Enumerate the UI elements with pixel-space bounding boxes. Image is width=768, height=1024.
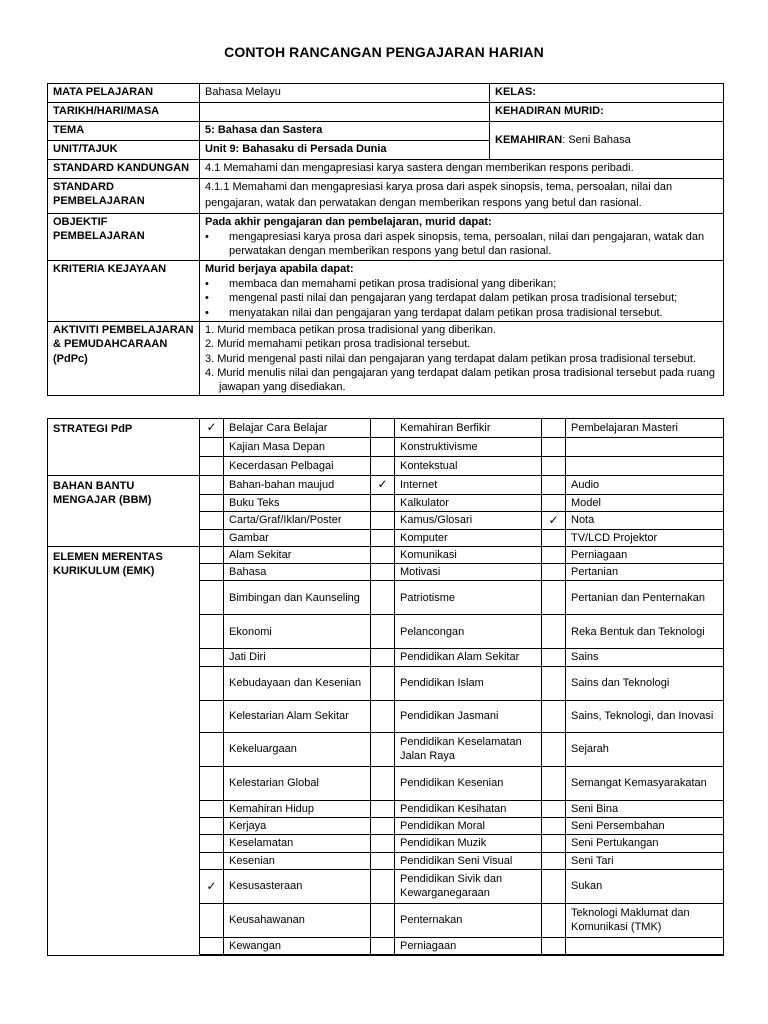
bbm-option: Model xyxy=(566,495,724,512)
check-box-cell[interactable] xyxy=(200,438,224,457)
check-box-cell[interactable] xyxy=(200,546,224,563)
check-box-cell[interactable] xyxy=(371,818,395,835)
checklist-table xyxy=(47,418,724,956)
emk-option: Pendidikan Keselamatan Jalan Raya xyxy=(395,732,542,766)
emk-option: Sains xyxy=(566,649,724,666)
check-box-cell[interactable] xyxy=(542,937,566,955)
emk-option: Kekeluargaan xyxy=(224,732,371,766)
check-box-cell[interactable] xyxy=(542,438,566,457)
lesson-plan-header-table xyxy=(47,83,724,396)
emk-option: Pendidikan Seni Visual xyxy=(395,852,542,869)
check-mark-icon[interactable]: ✓ xyxy=(200,419,224,438)
emk-option: Keselamatan xyxy=(224,835,371,852)
check-box-cell[interactable] xyxy=(200,666,224,700)
check-box-cell[interactable] xyxy=(200,495,224,512)
check-box-cell[interactable] xyxy=(371,529,395,546)
emk-option: Kelestarian Global xyxy=(224,766,371,800)
check-box-cell[interactable] xyxy=(542,700,566,732)
mata-pelajaran-label: MATA PELAJARAN xyxy=(48,84,200,103)
emk-option: Pertanian xyxy=(566,564,724,581)
check-box-cell[interactable] xyxy=(200,852,224,869)
check-box-cell[interactable] xyxy=(542,903,566,937)
row-tema xyxy=(48,122,724,141)
row-aktiviti xyxy=(48,321,724,395)
emk-option xyxy=(566,937,724,955)
check-box-cell[interactable] xyxy=(542,869,566,903)
strategi-option: Konstruktivisme xyxy=(395,438,542,457)
check-box-cell[interactable] xyxy=(200,937,224,955)
check-box-cell[interactable] xyxy=(200,615,224,649)
bbm-option: Gambar xyxy=(224,529,371,546)
emk-option: Teknologi Maklumat dan Komunikasi (TMK) xyxy=(566,903,724,937)
bbm-option: Internet xyxy=(395,476,542,495)
tarikh-value xyxy=(200,103,490,122)
check-box-cell[interactable] xyxy=(542,818,566,835)
emk-option: Seni Tari xyxy=(566,852,724,869)
emk-option: Pendidikan Alam Sekitar xyxy=(395,649,542,666)
emk-option: Pertanian dan Penternakan xyxy=(566,581,724,615)
row-mata-pelajaran xyxy=(48,84,724,103)
emk-option: Perniagaan xyxy=(395,937,542,955)
check-box-cell[interactable] xyxy=(371,615,395,649)
check-box-cell[interactable] xyxy=(371,457,395,476)
emk-option: Kemahiran Hidup xyxy=(224,800,371,817)
strategi-option: Pembelajaran Masteri xyxy=(566,419,724,438)
check-box-cell[interactable] xyxy=(371,852,395,869)
emk-option: Bahasa xyxy=(224,564,371,581)
bbm-option: Nota xyxy=(566,512,724,529)
emk-option: Keusahawanan xyxy=(224,903,371,937)
row-kriteria xyxy=(48,260,724,321)
check-mark-icon[interactable]: ✓ xyxy=(200,869,224,903)
kemahiran-value: : Seni Bahasa xyxy=(562,134,631,147)
check-box-cell[interactable] xyxy=(200,818,224,835)
bbm-option: Bahan-bahan maujud xyxy=(224,476,371,495)
mata-pelajaran-value: Bahasa Melayu xyxy=(200,84,490,103)
check-box-cell[interactable] xyxy=(542,615,566,649)
emk-option: Kesenian xyxy=(224,852,371,869)
check-box-cell[interactable] xyxy=(371,869,395,903)
emk-option: Sains dan Teknologi xyxy=(566,666,724,700)
check-box-cell[interactable] xyxy=(200,649,224,666)
check-box-cell[interactable] xyxy=(371,835,395,852)
page-title: CONTOH RANCANGAN PENGAJARAN HARIAN xyxy=(224,44,544,60)
check-box-cell[interactable] xyxy=(200,581,224,615)
standard-pembelajaran-label: STANDARD PEMBELAJARAN xyxy=(48,179,200,214)
kriteria-content xyxy=(200,260,724,321)
emk-option: Kesusasteraan xyxy=(224,869,371,903)
check-box-cell[interactable] xyxy=(542,564,566,581)
check-box-cell[interactable] xyxy=(542,581,566,615)
check-box-cell[interactable] xyxy=(200,766,224,800)
check-box-cell[interactable] xyxy=(542,457,566,476)
emk-option: Pendidikan Sivik dan Kewarganegaraan xyxy=(395,869,542,903)
check-box-cell[interactable] xyxy=(200,835,224,852)
check-box-cell[interactable] xyxy=(371,581,395,615)
row-standard-pembelajaran xyxy=(48,179,724,214)
bbm-option: Audio xyxy=(566,476,724,495)
check-box-cell[interactable] xyxy=(542,495,566,512)
emk-option: Seni Persembahan xyxy=(566,818,724,835)
kriteria-intro: Murid berjaya apabila dapat: xyxy=(205,262,354,275)
tema-value: 5: Bahasa dan Sastera xyxy=(200,122,490,141)
strategi-option xyxy=(566,438,724,457)
check-box-cell[interactable] xyxy=(200,457,224,476)
check-box-cell[interactable] xyxy=(542,529,566,546)
check-box-cell[interactable] xyxy=(200,476,224,495)
row-objektif xyxy=(48,213,724,260)
kelas-label: KELAS: xyxy=(490,84,724,103)
aktiviti-content xyxy=(200,321,724,395)
emk-option: Jati Diri xyxy=(224,649,371,666)
bbm-option: Carta/Graf/Iklan/Poster xyxy=(224,512,371,529)
kriteria-item: • menyatakan nilai dan pengajaran yang terdapat dalam petikan prosa tradisional tersebut. xyxy=(205,306,718,320)
check-box-cell[interactable] xyxy=(371,700,395,732)
emk-option: Penternakan xyxy=(395,903,542,937)
row-tarikh xyxy=(48,103,724,122)
emk-option: Reka Bentuk dan Teknologi xyxy=(566,615,724,649)
emk-option: Alam Sekitar xyxy=(224,546,371,563)
emk-option: Kebudayaan dan Kesenian xyxy=(224,666,371,700)
check-box-cell[interactable] xyxy=(542,419,566,438)
row-standard-kandungan xyxy=(48,160,724,179)
check-box-cell[interactable] xyxy=(371,512,395,529)
check-box-cell[interactable] xyxy=(371,903,395,937)
emk-option: Pendidikan Kesenian xyxy=(395,766,542,800)
strategi-option: Kecerdasan Pelbagai xyxy=(224,457,371,476)
check-box-cell[interactable] xyxy=(200,732,224,766)
kriteria-item: • membaca dan memahami petikan prosa tradisional yang diberikan; xyxy=(205,277,718,291)
emk-option: Motivasi xyxy=(395,564,542,581)
check-box-cell[interactable] xyxy=(542,732,566,766)
check-box-cell[interactable] xyxy=(542,835,566,852)
check-box-cell[interactable] xyxy=(200,700,224,732)
check-box-cell[interactable] xyxy=(371,937,395,955)
emk-option: Pendidikan Jasmani xyxy=(395,700,542,732)
check-box-cell[interactable] xyxy=(200,564,224,581)
bbm-label: BAHAN BANTU MENGAJAR (BBM) xyxy=(48,476,200,547)
check-box-cell[interactable] xyxy=(371,564,395,581)
objektif-intro: Pada akhir pengajaran dan pembelajaran, murid dapat: xyxy=(205,215,492,228)
emk-row xyxy=(48,546,724,563)
emk-option: Semangat Kemasyarakatan xyxy=(566,766,724,800)
unit-value: Unit 9: Bahasaku di Persada Dunia xyxy=(200,141,490,160)
emk-option: Sains, Teknologi, dan Inovasi xyxy=(566,700,724,732)
standard-kandungan-value: 4.1 Memahami dan mengapresiasi karya sastera dengan memberikan respons peribadi. xyxy=(200,160,724,179)
strategi-option: Belajar Cara Belajar xyxy=(224,419,371,438)
check-box-cell[interactable] xyxy=(371,546,395,563)
aktiviti-item: 1. Murid membaca petikan prosa tradisional yang diberikan. xyxy=(205,323,497,336)
bbm-option: Kamus/Glosari xyxy=(395,512,542,529)
check-box-cell[interactable] xyxy=(542,546,566,563)
aktiviti-item: 2. Murid memahami petikan prosa tradisional tersebut. xyxy=(205,338,471,351)
bbm-row xyxy=(48,476,724,495)
check-box-cell[interactable] xyxy=(542,649,566,666)
bbm-option: TV/LCD Projektor xyxy=(566,529,724,546)
tarikh-label: TARIKH/HARI/MASA xyxy=(48,103,200,122)
objektif-item: • mengapresiasi karya prosa dari aspek sinopsis, tema, persoalan, nilai dan pengajaran, watak dan perwatakan dengan memberikan respons yang betul dan rasional. xyxy=(205,230,718,259)
emk-option: Bimbingan dan Kaunseling xyxy=(224,581,371,615)
check-box-cell[interactable] xyxy=(200,800,224,817)
aktiviti-label: AKTIVITI PEMBELAJARAN & PEMUDAHCARAAN (PdPc) xyxy=(48,321,200,395)
emk-option: Seni Bina xyxy=(566,800,724,817)
check-box-cell[interactable] xyxy=(542,666,566,700)
check-mark-icon[interactable]: ✓ xyxy=(371,476,395,495)
emk-option: Perniagaan xyxy=(566,546,724,563)
bbm-option: Buku Teks xyxy=(224,495,371,512)
check-box-cell[interactable] xyxy=(371,495,395,512)
check-box-cell[interactable] xyxy=(371,649,395,666)
emk-option: Kelestarian Alam Sekitar xyxy=(224,700,371,732)
kemahiran-cell xyxy=(490,122,724,160)
check-box-cell[interactable] xyxy=(542,476,566,495)
emk-option: Seni Pertukangan xyxy=(566,835,724,852)
bbm-option: Kalkulator xyxy=(395,495,542,512)
emk-option: Kewangan xyxy=(224,937,371,955)
aktiviti-item: 3. Murid mengenal pasti nilai dan pengajaran yang terdapat dalam petikan prosa tradisional tersebut. xyxy=(205,352,697,365)
kehadiran-label: KEHADIRAN MURID: xyxy=(490,103,724,122)
strategi-label: STRATEGI PdP xyxy=(48,419,200,476)
check-box-cell[interactable] xyxy=(371,766,395,800)
check-box-cell[interactable] xyxy=(542,766,566,800)
check-box-cell[interactable] xyxy=(371,732,395,766)
kriteria-list xyxy=(205,277,718,320)
check-box-cell[interactable] xyxy=(371,666,395,700)
emk-option: Patriotisme xyxy=(395,581,542,615)
emk-option: Ekonomi xyxy=(224,615,371,649)
objektif-content xyxy=(200,213,724,260)
strategi-row xyxy=(48,419,724,438)
emk-option: Pendidikan Kesihatan xyxy=(395,800,542,817)
strategi-option: Kontekstual xyxy=(395,457,542,476)
unit-label: UNIT/TAJUK xyxy=(48,141,200,160)
check-box-cell[interactable] xyxy=(200,512,224,529)
aktiviti-list xyxy=(205,323,718,394)
tema-label: TEMA xyxy=(48,122,200,141)
strategi-option: Kemahiran Berfikir xyxy=(395,419,542,438)
check-box-cell[interactable] xyxy=(200,903,224,937)
emk-option: Pendidikan Islam xyxy=(395,666,542,700)
emk-option: Komunikasi xyxy=(395,546,542,563)
emk-option: Pendidikan Moral xyxy=(395,818,542,835)
emk-option: Sejarah xyxy=(566,732,724,766)
kriteria-item: • mengenal pasti nilai dan pengajaran yang terdapat dalam petikan prosa tradisional tersebut; xyxy=(205,291,718,305)
emk-option: Pelancongan xyxy=(395,615,542,649)
objektif-list xyxy=(205,230,718,259)
check-box-cell[interactable] xyxy=(542,852,566,869)
objektif-label: OBJEKTIF PEMBELAJARAN xyxy=(48,213,200,260)
strategi-option: Kajian Masa Depan xyxy=(224,438,371,457)
check-box-cell[interactable] xyxy=(542,800,566,817)
emk-option: Pendidikan Muzik xyxy=(395,835,542,852)
check-box-cell[interactable] xyxy=(371,800,395,817)
check-box-cell[interactable] xyxy=(200,529,224,546)
bbm-option: Komputer xyxy=(395,529,542,546)
emk-option: Kerjaya xyxy=(224,818,371,835)
check-box-cell[interactable] xyxy=(371,419,395,438)
kemahiran-label: KEMAHIRAN xyxy=(495,134,563,147)
emk-option: Sukan xyxy=(566,869,724,903)
aktiviti-item: 4. Murid menulis nilai dan pengajaran yang terdapat dalam petikan prosa tradisional tersebut pada ruang jawapan yang disediakan. xyxy=(205,366,715,394)
standard-kandungan-label: STANDARD KANDUNGAN xyxy=(48,160,200,179)
strategi-option xyxy=(566,457,724,476)
kriteria-label: KRITERIA KEJAYAAN xyxy=(48,260,200,321)
check-mark-icon[interactable]: ✓ xyxy=(542,512,566,529)
emk-label: ELEMEN MERENTAS KURIKULUM (EMK) xyxy=(48,546,200,955)
standard-pembelajaran-value: 4.1.1 Memahami dan mengapresiasi karya prosa dari aspek sinopsis, tema, persoalan, nilai dan pengajaran, watak dan perwatakan dengan memberikan respons yang betul dan rasional. xyxy=(200,179,724,214)
check-box-cell[interactable] xyxy=(371,438,395,457)
